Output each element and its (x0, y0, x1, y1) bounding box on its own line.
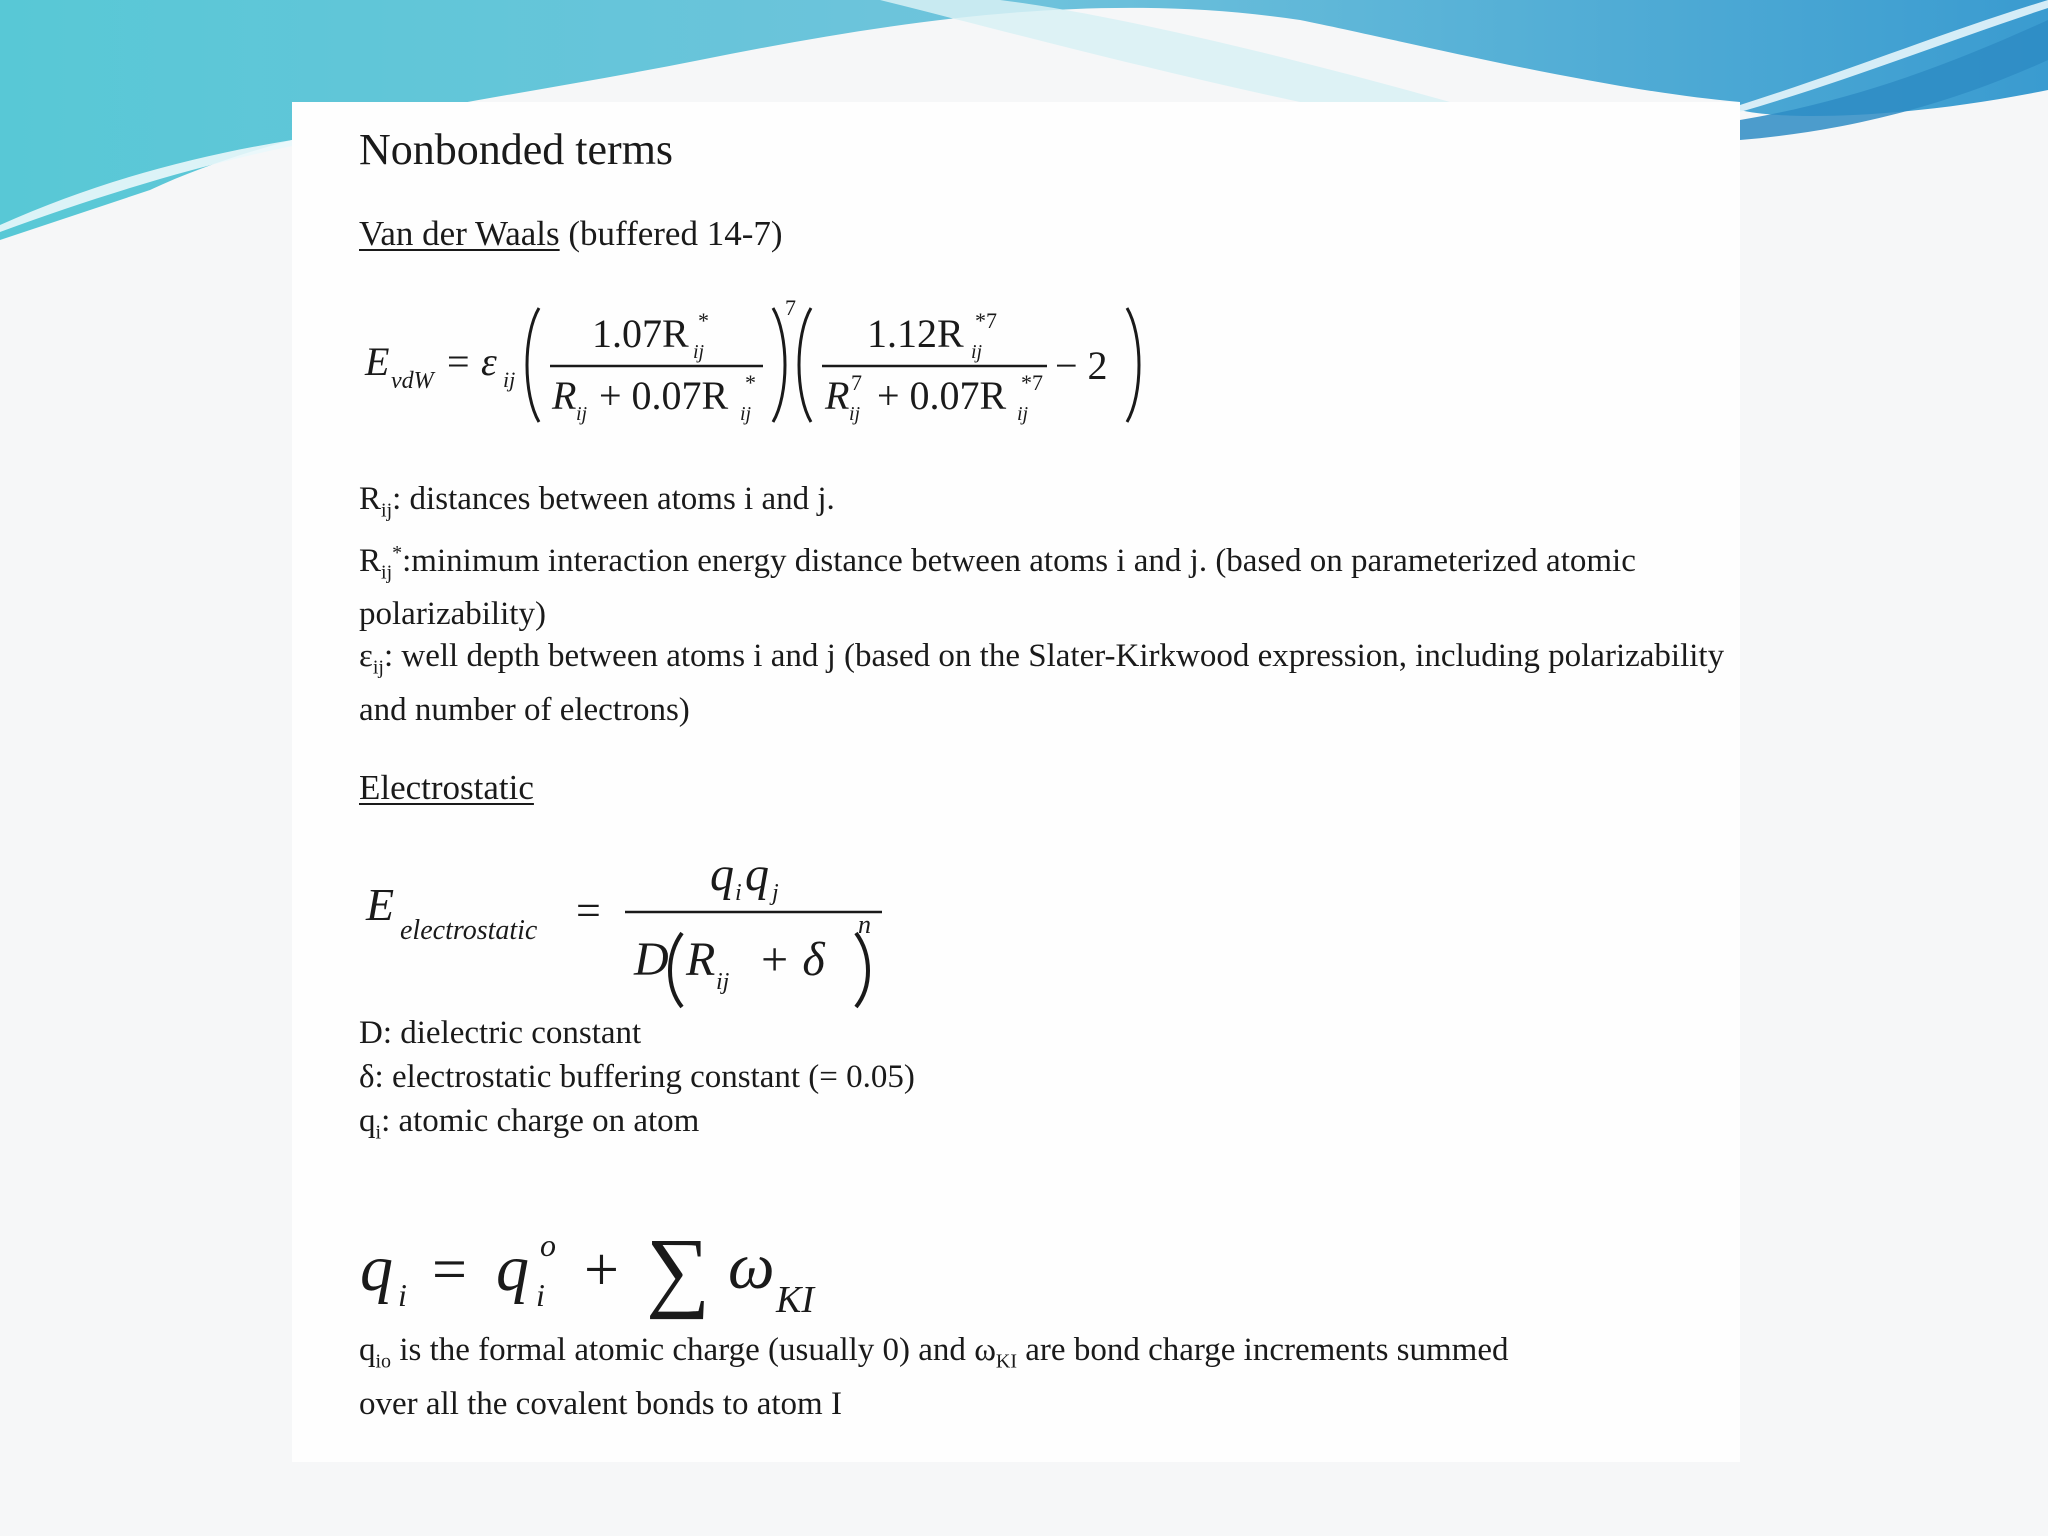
es-lhs: E (366, 879, 395, 930)
vdw-den1-a: R (552, 373, 577, 418)
vdw-definitions (359, 478, 1729, 731)
es-def-qi: $q_i$: atomic charge on atom (359, 1103, 700, 1144)
vdw-eps-sub: ij (503, 367, 516, 392)
vdw-den1-a-sub: ij (576, 403, 588, 425)
vdw-power: 7 (785, 295, 796, 320)
electrostatic-heading: Electrostatic (359, 768, 534, 807)
charge-desc-line1: $q_{io}$ is the formal atomic charge (usually 0) and $\omega_{KI}$ are bond charge increments summed (359, 1332, 1509, 1373)
slide-title: Nonbonded terms (359, 125, 674, 174)
ch-q-sub: i (398, 1277, 407, 1313)
es-num-sub-i: i (735, 880, 742, 906)
charge-desc-line2: over all the covalent bonds to atom I (359, 1385, 842, 1422)
vdw-num2-sub: ij (971, 341, 983, 363)
vdw-def-rij: $R_{ij}$: distances between atoms i and j. (359, 481, 835, 522)
ch-q: q (360, 1232, 393, 1305)
es-den-plus: + δ (758, 933, 825, 986)
vdw-den1-b-sub: ij (740, 403, 752, 425)
es-num-q2: q (745, 848, 769, 901)
es-def-delta: δ: electrostatic buffering constant (= 0.05) (359, 1059, 915, 1095)
vdw-paren-right-1 (773, 308, 785, 422)
vdw-paren-left-2 (799, 308, 811, 422)
es-paren-right (856, 933, 868, 1007)
vdw-den2-b: + 0.07R (877, 373, 1007, 418)
svg-text:=: = (447, 339, 470, 384)
vdw-eps: ε (481, 339, 497, 384)
vdw-paren-right-2 (1127, 308, 1139, 422)
vdw-lhs: E (365, 339, 390, 384)
vdw-num1-sup: * (698, 308, 709, 333)
es-paren-left (670, 933, 682, 1007)
es-def-d: D: dielectric constant (359, 1015, 642, 1051)
vdw-num1-sub: ij (693, 341, 705, 363)
vdw-den2-a-sub: ij (849, 403, 861, 425)
es-num-sub-j: j (772, 880, 779, 906)
vdw-den1-b: + 0.07R (599, 373, 729, 418)
charge-description (359, 1329, 1729, 1425)
es-den-r: R (686, 933, 716, 986)
ch-sigma: ∑ (646, 1221, 711, 1320)
ch-omega: ω (728, 1230, 775, 1303)
vdw-def-eps: $\varepsilon_{ij}$: well depth between atoms i and j (based on the Slater-Kirkwood expression, including polarizability and number of electrons) (359, 638, 1725, 728)
vdw-heading-underlined: Van der Waals (359, 214, 560, 253)
vdw-def-rij-star: $R_{ij}^*:minimum$ interaction energy distance between atoms i and j. (based on parameterized atomic polarizability) (359, 541, 1636, 633)
electrostatic-definitions (359, 1011, 1729, 1155)
vdw-paren-left-1 (527, 308, 539, 422)
vdw-lhs-sub: vdW (391, 368, 434, 394)
vdw-den1-b-sup: * (745, 370, 756, 395)
ch-q0-sub: i (536, 1277, 545, 1313)
vdw-heading-rest: (buffered 14-7) (568, 214, 783, 253)
electrostatic-equation (360, 845, 920, 1015)
charge-equation (356, 1200, 876, 1330)
ch-q0-sup: o (540, 1227, 556, 1263)
es-equals: = (576, 886, 601, 935)
es-den-r-sub: ij (716, 969, 730, 995)
vdw-heading (359, 214, 783, 254)
ch-plus: + (584, 1236, 619, 1304)
ch-eq: = (432, 1236, 467, 1304)
vdw-num1: 1.07R (592, 311, 689, 356)
es-den-pow: n (858, 910, 871, 939)
vdw-minus2: − 2 (1055, 343, 1108, 388)
vdw-den2-b-sup: *7 (1021, 370, 1043, 395)
vdw-den2-a: R (825, 373, 850, 418)
vdw-den2-b-sub: ij (1017, 403, 1029, 425)
vdw-equation (355, 290, 1155, 440)
ch-omega-sub: KI (776, 1279, 814, 1321)
ch-q0: q (496, 1232, 529, 1305)
vdw-num2-sup: *7 (975, 308, 997, 333)
vdw-num2: 1.12R (867, 311, 964, 356)
es-num-q1: q (710, 848, 734, 901)
vdw-den2-a-sup: 7 (851, 370, 862, 395)
es-den-d: D (634, 933, 669, 986)
es-lhs-sub: electrostatic (400, 915, 538, 946)
